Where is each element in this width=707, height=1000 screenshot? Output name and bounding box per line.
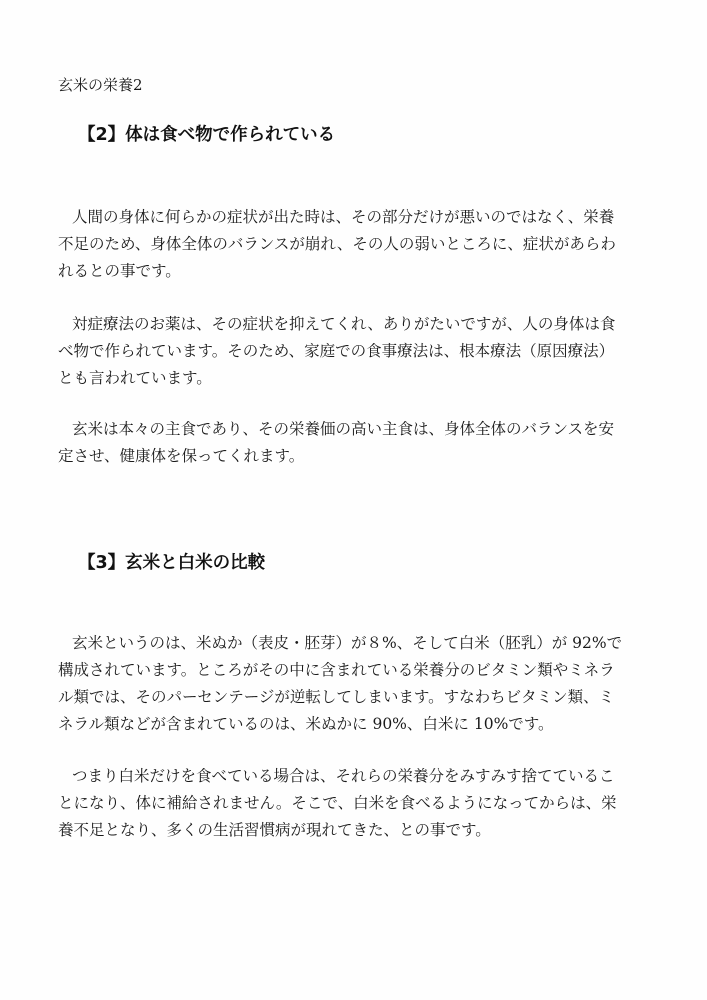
paragraph-line: 不足のため、身体全体のバランスが崩れ、その人の弱いところに、症状があらわ <box>58 235 616 253</box>
paragraph-line: ル類では、そのパーセンテージが逆転してしまいます。すなわちビタミン類、ミ <box>58 688 615 706</box>
document-title: 玄米の栄養2 <box>58 76 143 94</box>
paragraph-line: 玄米は本々の主食であり、その栄養価の高い主食は、身体全体のバランスを安 <box>72 420 615 438</box>
paragraph-line: とも言われています。 <box>58 369 212 387</box>
paragraph-rice-composition <box>58 630 628 738</box>
paragraph-line: 定させ、健康体を保ってくれます。 <box>58 447 305 465</box>
paragraph-symptomatic-therapy <box>58 311 628 392</box>
paragraph-brown-rice-staple <box>58 416 628 470</box>
paragraph-line: ネラル類などが含まれているのは、米ぬかに 90%、白米に 10%です。 <box>58 715 554 733</box>
paragraph-line: とになり、体に補給されません。そこで、白米を食べるようになってからは、栄 <box>58 794 617 812</box>
paragraph-white-rice-deficiency <box>58 763 628 844</box>
paragraph-body-symptoms <box>58 204 628 285</box>
section-heading-2: 【2】体は食べ物で作られている <box>78 125 336 145</box>
paragraph-line: 人間の身体に何らかの症状が出た時は、その部分だけが悪いのではなく、栄養 <box>72 208 615 226</box>
paragraph-line: 対症療法のお薬は、その症状を抑えてくれ、ありがたいですが、人の身体は食 <box>72 315 616 333</box>
paragraph-line: 養不足となり、多くの生活習慣病が現れてきた、との事です。 <box>58 821 491 839</box>
paragraph-line: 構成されています。ところがその中に含まれている栄養分のビタミン類やミネラ <box>58 661 615 679</box>
paragraph-line: 玄米というのは、米ぬか（表皮・胚芽）が８%、そして白米（胚乳）が 92%で <box>72 634 623 652</box>
paragraph-line: つまり白米だけを食べている場合は、それらの栄養分をみすみす捨てているこ <box>72 767 615 785</box>
paragraph-line: れるとの事です。 <box>58 262 181 280</box>
paragraph-line: べ物で作られています。そのため、家庭での食事療法は、根本療法（原因療法） <box>58 342 615 360</box>
section-heading-3: 【3】玄米と白米の比較 <box>78 553 266 573</box>
